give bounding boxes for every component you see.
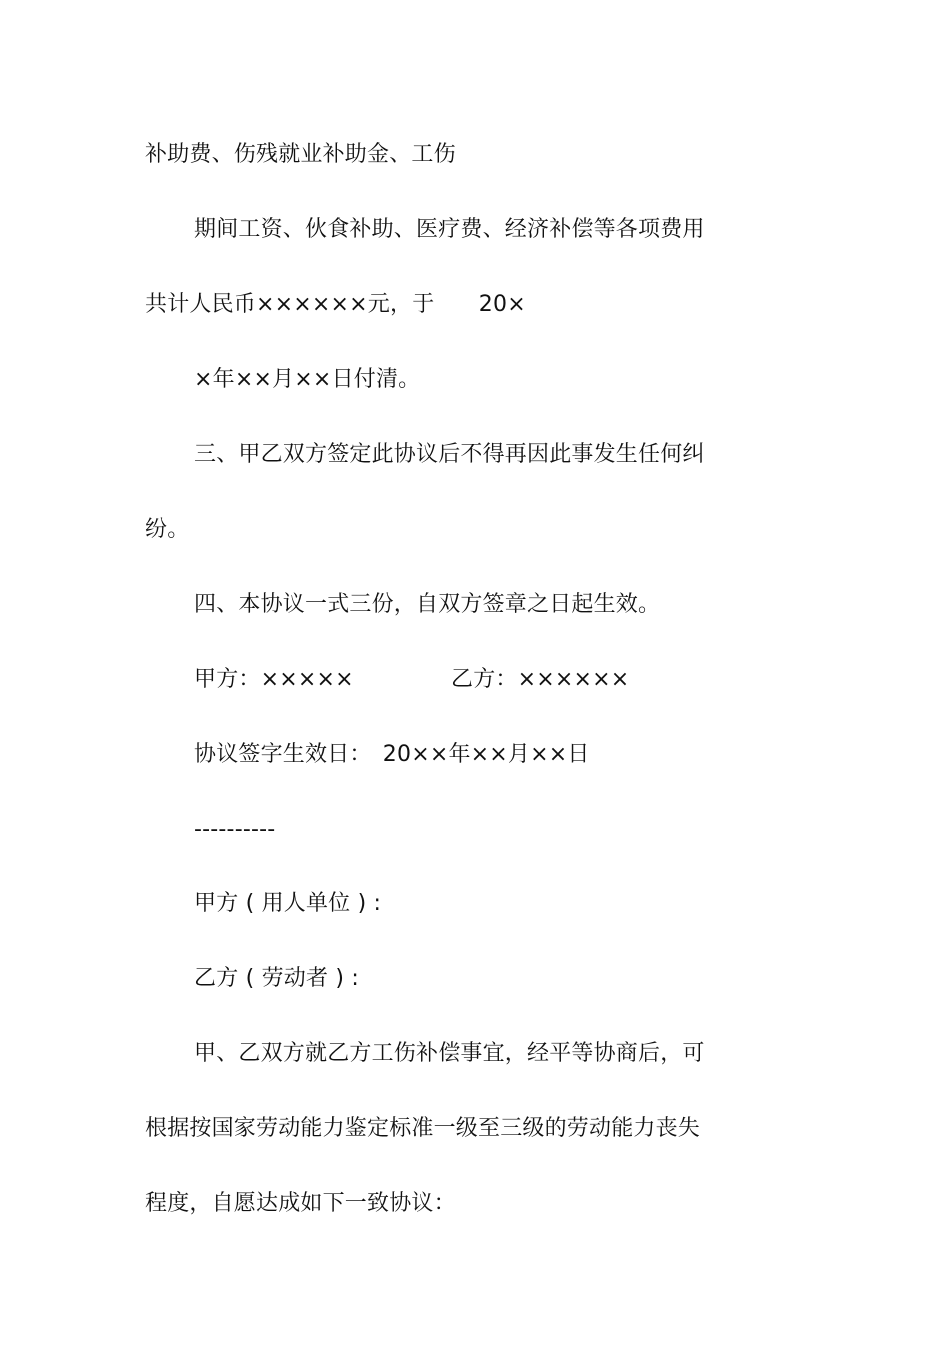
separator-line: ---------- bbox=[194, 817, 276, 842]
party-b-signature: 乙方：×××××× bbox=[451, 667, 630, 692]
text-line: 甲、乙双方就乙方工伤补偿事宜，经平等协商后，可 bbox=[194, 1041, 705, 1066]
text-line: 四、本协议一式三份，自双方签章之日起生效。 bbox=[194, 592, 661, 617]
text-line: 补助费、伤残就业补助金、工伤 bbox=[145, 142, 456, 167]
text-line: 纷。 bbox=[145, 517, 190, 542]
effective-date-line: 协议签字生效日： 20××年××月××日 bbox=[194, 742, 590, 767]
party-a-label: 甲方 ( 用人单位 ) : bbox=[194, 891, 382, 916]
text-line: 根据按国家劳动能力鉴定标准一级至三级的劳动能力丧失 bbox=[145, 1116, 701, 1141]
text-line: 共计人民币××××××元，于 20× bbox=[145, 292, 526, 317]
text-line: 程度，自愿达成如下一致协议： bbox=[145, 1191, 456, 1216]
text-line: 三、甲乙双方签定此协议后不得再因此事发生任何纠 bbox=[194, 442, 705, 467]
text-line: ×年××月××日付清。 bbox=[194, 367, 421, 392]
party-a-signature: 甲方：××××× bbox=[194, 667, 354, 692]
party-b-label: 乙方 ( 劳动者 ) : bbox=[194, 966, 359, 991]
text-line: 期间工资、伙食补助、医疗费、经济补偿等各项费用 bbox=[194, 217, 705, 242]
